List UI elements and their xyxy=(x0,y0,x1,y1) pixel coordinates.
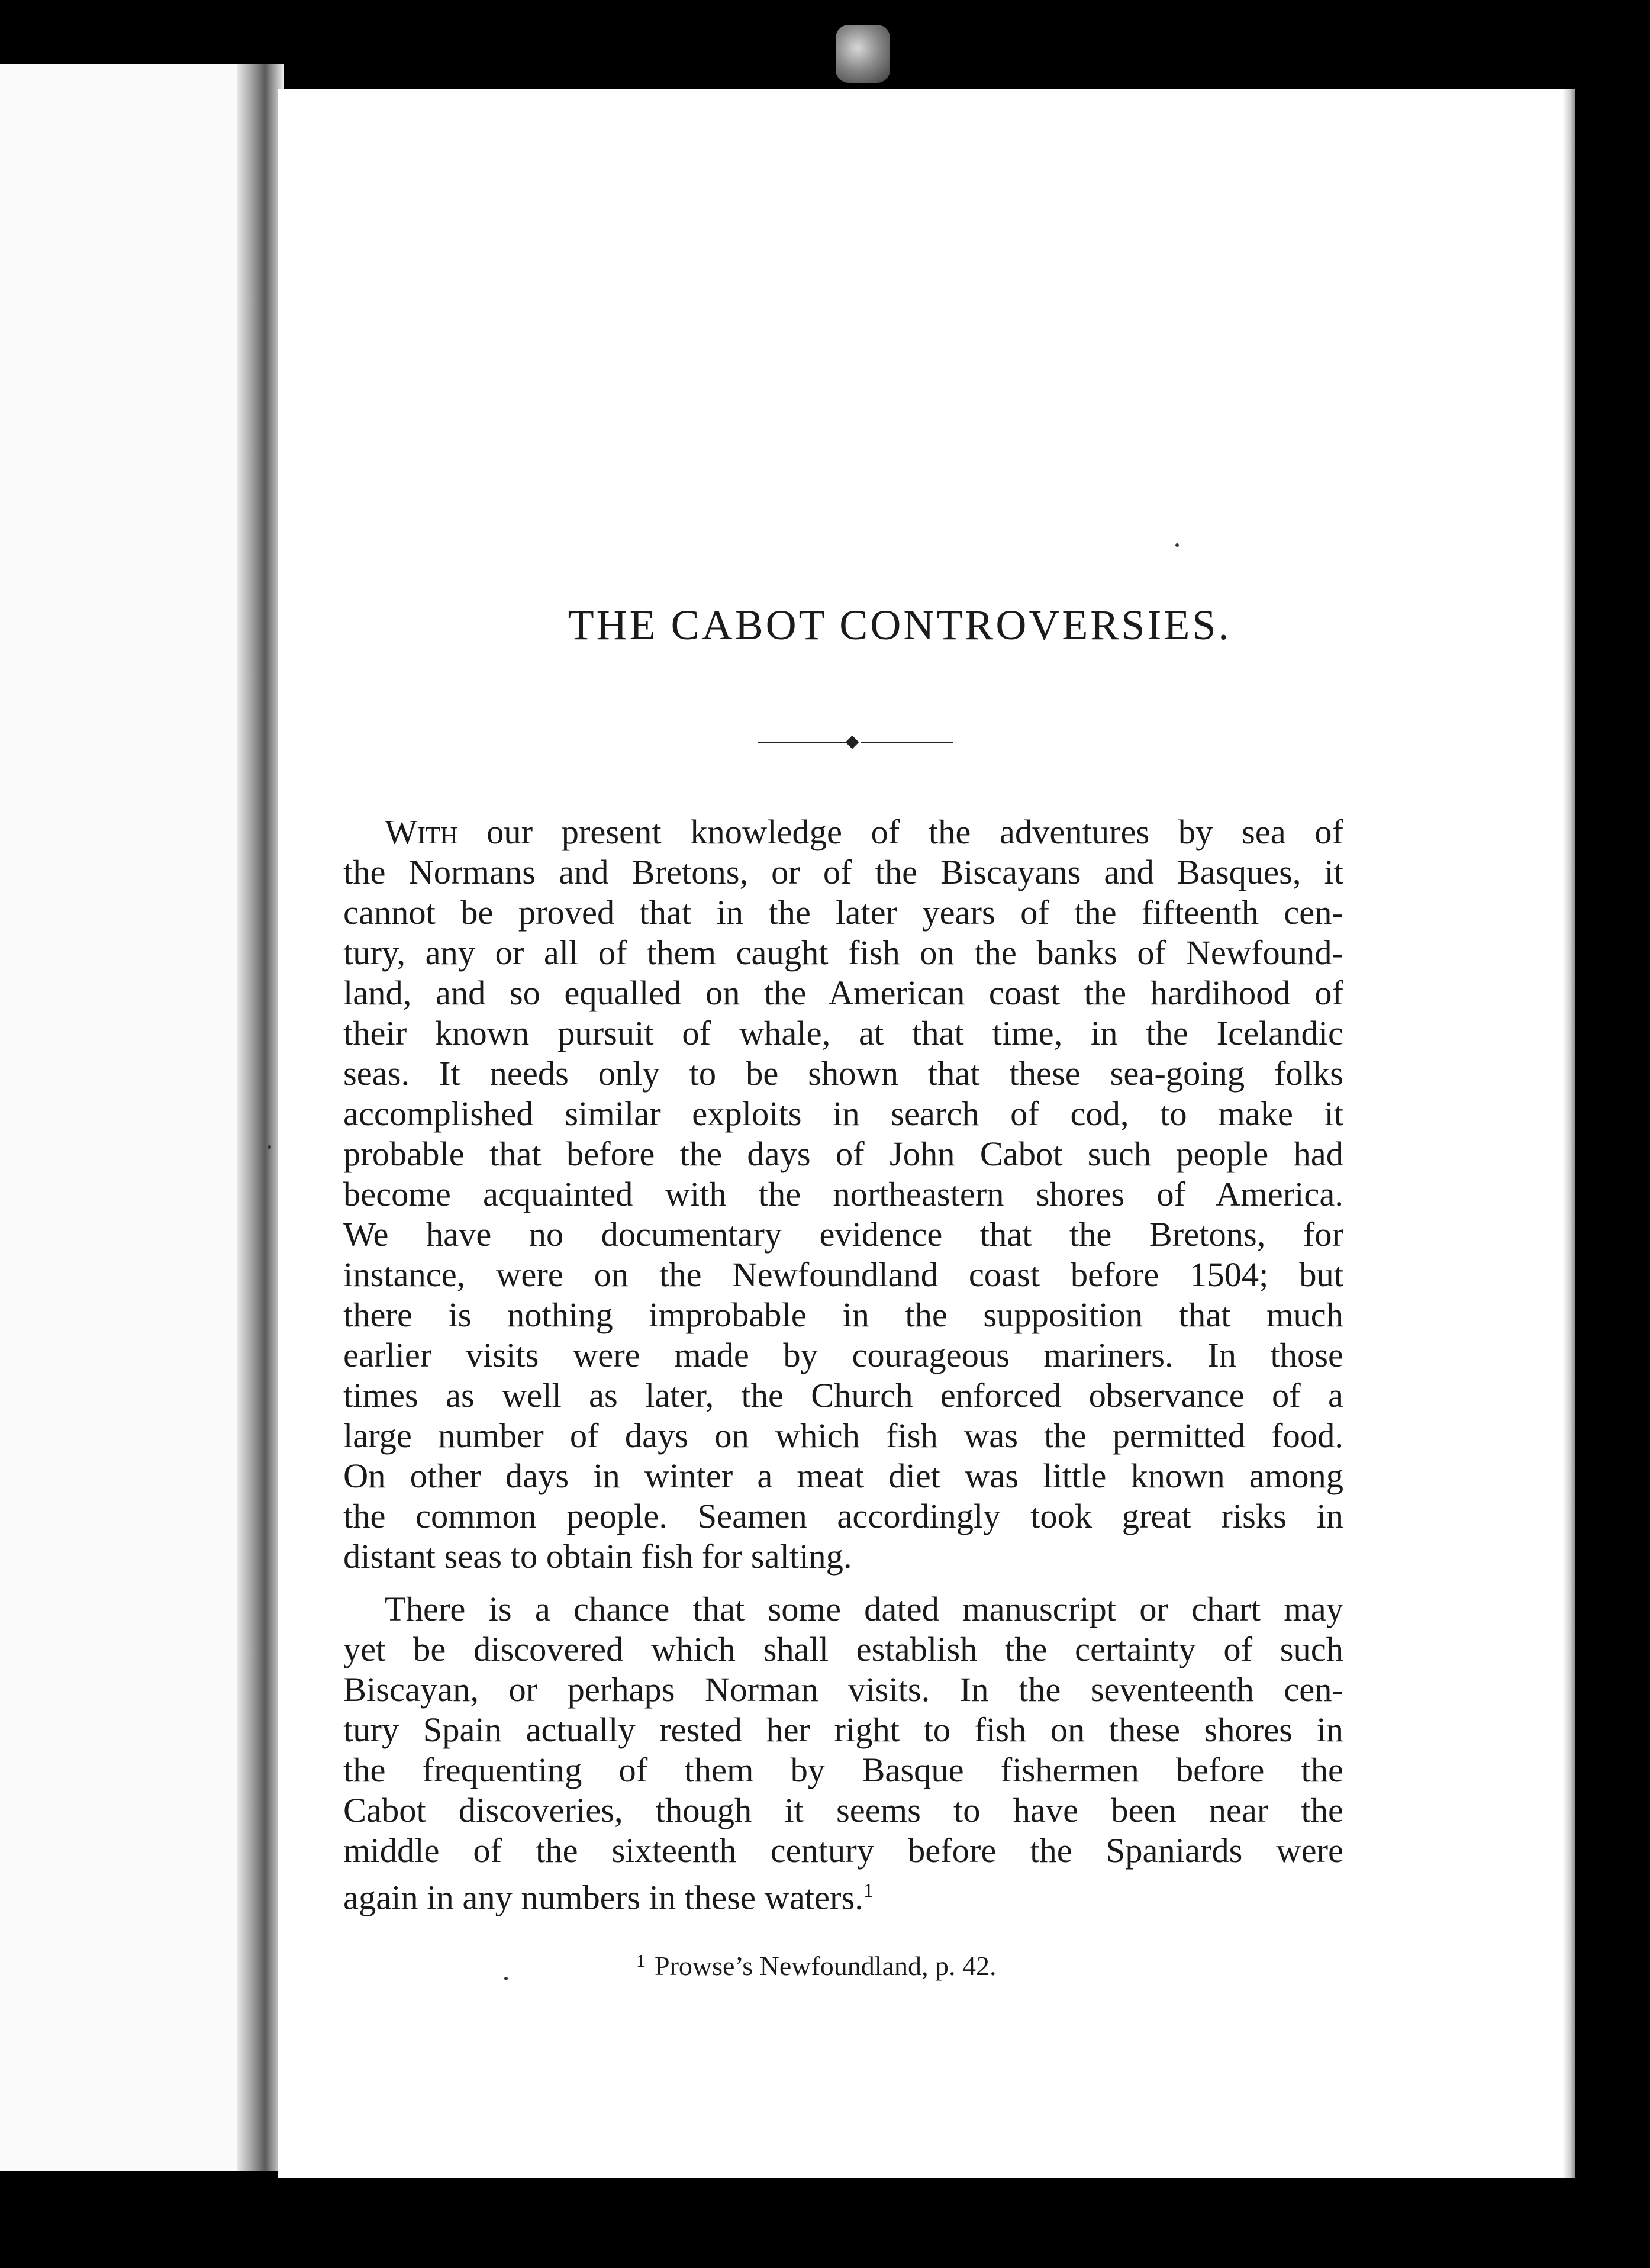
footnote-reference[interactable]: 1 xyxy=(863,1880,874,1902)
paragraph-line: the frequenting of them by Basque fishermen before the xyxy=(343,1751,1343,1789)
lead-word: With xyxy=(385,813,458,851)
paragraph-line: instance, were on the Newfoundland coast before 1504; but xyxy=(343,1255,1343,1294)
paragraph-line: the Normans and Bretons, or of the Biscayans and Basques, it xyxy=(343,853,1343,891)
footnote-marker: 1 xyxy=(636,1951,645,1971)
print-speck xyxy=(268,1145,271,1149)
paragraph-line: become acquainted with the northeastern shores of America. xyxy=(343,1175,1343,1213)
paragraph-line: yet be discovered which shall establish the certainty of such xyxy=(343,1630,1343,1668)
paragraph-line: We have no documentary evidence that the Bretons, for xyxy=(343,1215,1343,1254)
print-speck xyxy=(1175,543,1179,547)
book-gutter xyxy=(237,64,284,2171)
paragraph-line: There is a chance that some dated manuscript or chart may xyxy=(385,1590,1343,1628)
paragraph-line: times as well as later, the Church enforced observance of a xyxy=(343,1376,1343,1415)
ornament-rule-right xyxy=(861,742,953,743)
page-title: THE CABOT CONTROVERSIES. xyxy=(568,601,1232,649)
footnote-text: Prowse’s Newfoundland, p. 42. xyxy=(655,1951,997,1981)
paragraph-line: again in any numbers in these waters.$^1$ xyxy=(343,1878,874,1917)
title-ornament-divider xyxy=(758,735,953,749)
paragraph-2 xyxy=(343,1589,1343,1918)
paragraph-line: the common people. Seamen accordingly took great risks in xyxy=(343,1497,1343,1535)
paragraph-line: earlier visits were made by courageous mariners. In those xyxy=(343,1336,1343,1374)
ornament-rule-left xyxy=(758,742,846,743)
paragraph-line: Cabot discoveries, though it seems to have been near the xyxy=(343,1791,1343,1829)
paragraph-line: accomplished similar exploits in search of cod, to make it xyxy=(343,1094,1343,1133)
paragraph-line: tury Spain actually rested her right to fish on these shores in xyxy=(343,1710,1343,1749)
left-page xyxy=(0,64,249,2171)
paragraph-line: probable that before the days of John Cabot such people had xyxy=(343,1135,1343,1173)
paragraph-line: With our present knowledge of the adventures by sea of xyxy=(385,813,1343,851)
paragraph-line: On other days in winter a meat diet was little known among xyxy=(343,1457,1343,1495)
paragraph-line: land, and so equalled on the American coast the hardihood of xyxy=(343,974,1343,1012)
page-edge xyxy=(1562,89,1575,2178)
paragraph-line: tury, any or all of them caught fish on the banks of Newfound- xyxy=(343,933,1343,972)
paragraph-1 xyxy=(343,812,1343,1577)
paragraph-line: their known pursuit of whale, at that time, in the Icelandic xyxy=(343,1014,1343,1052)
paragraph-line: seas. It needs only to be shown that these sea-going folks xyxy=(343,1054,1343,1093)
ornament-diamond-icon xyxy=(846,736,859,749)
binding-clip xyxy=(836,25,890,83)
paragraph-line: distant seas to obtain fish for salting. xyxy=(343,1537,852,1576)
footnote xyxy=(636,1950,1228,1982)
paragraph-line: cannot be proved that in the later years of the fifteenth cen- xyxy=(343,893,1343,932)
print-speck xyxy=(504,1977,508,1980)
paragraph-line: Biscayan, or perhaps Norman visits. In the seventeenth cen- xyxy=(343,1670,1343,1709)
paragraph-line: middle of the sixteenth century before the Spaniards were xyxy=(343,1831,1343,1870)
paragraph-line: there is nothing improbable in the supposition that much xyxy=(343,1296,1343,1334)
paragraph-line: large number of days on which fish was the permitted food. xyxy=(343,1416,1343,1455)
